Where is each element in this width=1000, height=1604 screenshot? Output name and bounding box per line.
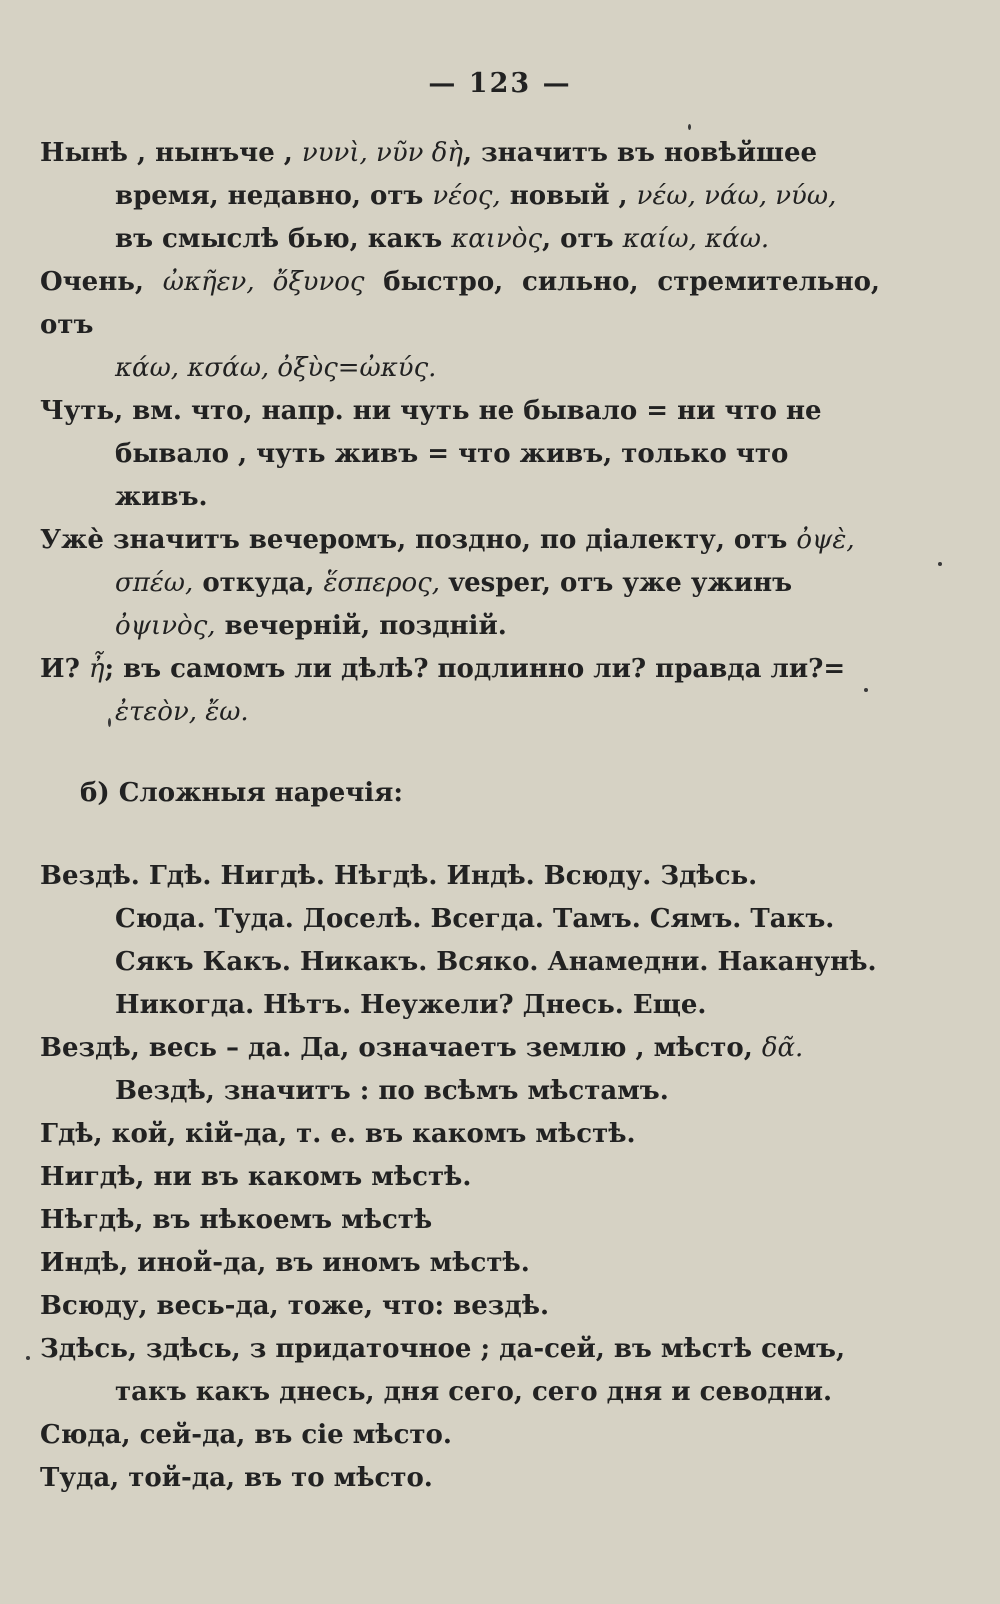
- entry-text: Очень,: [40, 267, 163, 297]
- print-speck: [864, 688, 868, 692]
- entry-line: [40, 691, 880, 734]
- dictionary-entry: [40, 1113, 880, 1156]
- entry-text: Нигдѣ, ни въ какомъ мѣстѣ.: [40, 1162, 472, 1192]
- entry-text: Туда, той-да, въ то мѣсто.: [40, 1463, 433, 1493]
- dictionary-entry: [40, 261, 880, 390]
- entry-text: Вездѣ, весь – да. Да, означаетъ землю , мѣсто,: [40, 1033, 762, 1063]
- entry-text: новый ,: [500, 181, 637, 211]
- entry-line: [40, 855, 880, 898]
- entry-line: [40, 1199, 880, 1242]
- entry-line: [40, 1371, 880, 1414]
- entry-text: Здѣсь, здѣсь, з придаточное ; да-сей, въ мѣстѣ семъ,: [40, 1334, 846, 1364]
- dictionary-entry: [40, 648, 880, 734]
- dictionary-entry: [40, 1242, 880, 1285]
- entry-line: [40, 1285, 880, 1328]
- entry-line: [40, 648, 880, 691]
- entry-text: И?: [40, 654, 89, 684]
- entry-text: Нѣгдѣ, въ нѣкоемъ мѣстѣ: [40, 1205, 433, 1235]
- dictionary-entry: [40, 132, 880, 261]
- entry-line: [40, 1242, 880, 1285]
- entry-line: [40, 519, 880, 562]
- section-heading: б) Сложныя наречія:: [80, 778, 403, 808]
- entry-line: [40, 984, 880, 1027]
- dictionary-entry: [40, 390, 880, 519]
- entry-line: [40, 433, 880, 476]
- greek-text: νέω, νάω, νύω,: [636, 181, 837, 211]
- entry-line: [40, 1457, 880, 1500]
- print-speck: [688, 124, 691, 130]
- entry-text: быстро, сильно, стремительно, отъ: [40, 267, 880, 340]
- greek-text: σπέω,: [115, 568, 194, 598]
- greek-text: καίω, κάω.: [622, 224, 770, 254]
- entry-line: [40, 1414, 880, 1457]
- dictionary-entry: [40, 519, 880, 648]
- entry-line: [40, 175, 880, 218]
- dictionary-entry: [40, 1414, 880, 1457]
- entry-text: , значитъ въ новѣйшее: [462, 138, 818, 168]
- page-number: — 123 —: [428, 68, 572, 99]
- entry-line: [40, 562, 880, 605]
- simple-adverbs-list: [40, 132, 880, 734]
- entry-text: Сюда, сей-да, въ сіе мѣсто.: [40, 1420, 452, 1450]
- entry-text: , отъ: [542, 224, 623, 254]
- entry-text: Сякъ Какъ. Никакъ. Всяко. Анамедни. Наканунѣ.: [115, 947, 877, 977]
- entry-line: [40, 941, 880, 984]
- print-speck: [108, 718, 111, 727]
- entry-text: Сюда. Туда. Доселѣ. Всегда. Тамъ. Сямъ. Такъ.: [115, 904, 835, 934]
- greek-text: δᾶ.: [761, 1033, 804, 1063]
- dictionary-entry: [40, 1027, 880, 1113]
- entry-line: [40, 132, 880, 175]
- entry-text: откуда,: [193, 568, 324, 598]
- entry-text: vesper, отъ уже ужинъ: [439, 568, 793, 598]
- greek-text: καινὸς: [451, 224, 543, 254]
- entry-line: [40, 605, 880, 648]
- dictionary-entry: [40, 1328, 880, 1414]
- entry-line: [40, 1113, 880, 1156]
- page-content: [40, 132, 880, 1500]
- entry-line: [40, 1070, 880, 1113]
- entry-text: живъ.: [115, 482, 208, 512]
- entry-text: бывало , чуть живъ = что живъ, только что: [115, 439, 789, 469]
- greek-text: ὀψινὸς,: [115, 611, 216, 641]
- entry-text: Ужѐ значитъ вечеромъ, поздно, по діалекту, отъ: [40, 525, 797, 555]
- entry-line: [40, 261, 880, 347]
- dictionary-entry: [40, 1199, 880, 1242]
- entry-text: время, недавно, отъ: [115, 181, 433, 211]
- entry-text: такъ какъ днесь, дня сего, сего дня и севодни.: [115, 1377, 833, 1407]
- greek-text: ἐτεὸν, ἔω.: [115, 697, 249, 727]
- print-speck: [938, 562, 942, 566]
- greek-text: κάω, κσάω, ὀξὺς=ὠκύς.: [115, 353, 437, 383]
- entry-text: Никогда. Нѣтъ. Неужели? Днесь. Еще.: [115, 990, 707, 1020]
- entry-line: [40, 1328, 880, 1371]
- entry-text: въ смыслѣ бью, какъ: [115, 224, 452, 254]
- entry-line: [40, 898, 880, 941]
- entry-text: Вездѣ. Гдѣ. Нигдѣ. Нѣгдѣ. Индѣ. Всюду. Здѣсь.: [40, 861, 758, 891]
- entry-text: Нынѣ , нынъче ,: [40, 138, 302, 168]
- dictionary-entry: [40, 855, 880, 1027]
- entry-line: [40, 476, 880, 519]
- dictionary-entry: [40, 1156, 880, 1199]
- greek-text: ἕσπερος,: [323, 568, 440, 598]
- entry-line: [40, 347, 880, 390]
- entry-text: вечерній, поздній.: [215, 611, 507, 641]
- entry-line: [40, 1156, 880, 1199]
- compound-adverbs-list: [40, 855, 880, 1500]
- dictionary-entry: [40, 1457, 880, 1500]
- entry-line: [40, 218, 880, 261]
- entry-text: Всюду, весь-да, тоже, что: вездѣ.: [40, 1291, 550, 1321]
- dictionary-entry: [40, 1285, 880, 1328]
- entry-line: [40, 390, 880, 433]
- greek-text: ἦ: [88, 654, 105, 684]
- entry-line: [40, 1027, 880, 1070]
- entry-text: Вездѣ, значитъ : по всѣмъ мѣстамъ.: [115, 1076, 669, 1106]
- entry-text: Чуть, вм. что, напр. ни чуть не бывало = ни что не: [40, 396, 822, 426]
- greek-text: νυνὶ, νῦν δὴ: [301, 138, 463, 168]
- greek-text: νέος,: [432, 181, 501, 211]
- print-speck: [26, 1356, 30, 1360]
- entry-text: Гдѣ, кой, кій-да, т. е. въ какомъ мѣстѣ.: [40, 1119, 636, 1149]
- greek-text: ὠκῆεν, ὄξυνος: [162, 267, 365, 297]
- entry-text: ; въ самомъ ли дѣлѣ? подлинно ли? правда ли?=: [104, 654, 846, 684]
- entry-text: Индѣ, иной-да, въ иномъ мѣстѣ.: [40, 1248, 530, 1278]
- greek-text: ὀψὲ,: [796, 525, 855, 555]
